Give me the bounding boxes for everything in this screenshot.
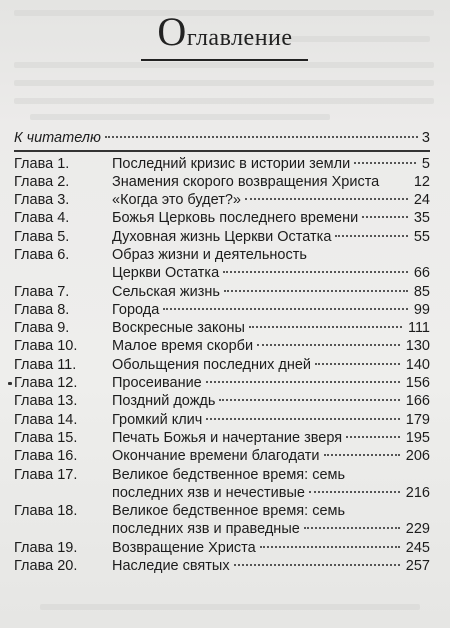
chapter-body — [112, 209, 430, 227]
dot-leader — [206, 381, 400, 383]
chapter-page: 24 — [413, 192, 430, 209]
dot-leader — [206, 418, 399, 420]
toc-entry[interactable] — [14, 155, 430, 173]
chapter-page: 156 — [405, 375, 430, 392]
toc-entry[interactable] — [14, 301, 430, 319]
reader-label: К читателю — [14, 130, 101, 146]
chapter-title-line — [112, 264, 430, 282]
chapter-page: 179 — [405, 411, 430, 428]
chapter-title: Церкви Остатка — [112, 265, 220, 282]
chapter-label: Глава 18. — [14, 503, 78, 520]
dot-leader — [260, 546, 400, 548]
dot-leader — [257, 344, 400, 346]
chapter-label: Глава 10. — [14, 338, 78, 355]
title-rest: главление — [186, 25, 293, 51]
dot-leader — [362, 216, 408, 218]
toc-entry[interactable] — [14, 319, 430, 337]
chapter-title: Божья Церковь последнего времени — [112, 210, 359, 227]
chapter-title-line — [112, 246, 430, 264]
toc-entry[interactable] — [14, 191, 430, 209]
toc-entry[interactable] — [14, 209, 430, 227]
chapter-page: 257 — [405, 558, 430, 575]
chapter-title: Сельская жизнь — [112, 283, 220, 300]
chapter-title-line — [112, 228, 430, 246]
chapter-title-line — [112, 539, 430, 557]
chapter-label: Глава 4. — [14, 210, 70, 227]
chapter-title: последних язв и праведные — [112, 521, 300, 538]
chapter-title-line — [112, 319, 430, 337]
chapter-body — [112, 539, 430, 557]
dot-leader — [304, 527, 400, 529]
chapter-label: Глава 13. — [14, 393, 78, 410]
chapter-title: Последний кризис в истории земли — [112, 155, 351, 172]
chapter-page: 216 — [405, 484, 430, 501]
title-initial: О — [157, 9, 187, 54]
toc-entry[interactable] — [14, 429, 430, 447]
chapter-title-line — [112, 502, 430, 520]
dot-leader — [105, 136, 418, 138]
toc-entry[interactable] — [14, 411, 430, 429]
bleed-through-line — [30, 114, 330, 120]
chapter-title: последних язв и нечестивые — [112, 484, 305, 501]
toc-entry[interactable] — [14, 557, 430, 575]
chapter-label: Глава 11. — [14, 356, 77, 373]
section-divider — [14, 150, 430, 152]
toc-entry[interactable] — [14, 283, 430, 301]
dot-leader — [309, 491, 400, 493]
chapter-page: 55 — [413, 228, 430, 245]
chapter-title-line — [112, 557, 430, 575]
chapter-body — [112, 228, 430, 246]
chapter-list — [14, 155, 430, 576]
chapter-title: Просеивание — [112, 375, 202, 392]
dot-leader — [219, 399, 399, 401]
chapter-title-line — [112, 155, 430, 173]
toc-entry[interactable] — [14, 173, 430, 191]
dot-leader — [354, 162, 416, 164]
chapter-title-line — [112, 411, 430, 429]
chapter-title-line — [112, 301, 430, 319]
chapter-title-line — [112, 356, 430, 374]
bleed-through-line — [14, 62, 434, 68]
chapter-body — [112, 374, 430, 392]
bleed-through-line — [40, 604, 420, 610]
title-underline — [141, 59, 308, 61]
chapter-title-line — [112, 466, 430, 484]
chapter-body — [112, 337, 430, 355]
chapter-body — [112, 356, 430, 374]
toc-entry[interactable] — [14, 447, 430, 465]
chapter-body — [112, 283, 430, 301]
chapter-body — [112, 411, 430, 429]
dot-leader — [163, 308, 408, 310]
chapter-title: Поздний дождь — [112, 393, 216, 410]
reader-page: 3 — [421, 130, 430, 146]
chapter-page: 229 — [405, 521, 430, 538]
toc-entry[interactable] — [14, 337, 430, 355]
chapter-title: Громкий клич — [112, 411, 203, 428]
toc-entry[interactable] — [14, 392, 430, 410]
chapter-title-line — [112, 484, 430, 502]
bleed-through-line — [14, 80, 434, 86]
dot-leader — [224, 290, 408, 292]
chapter-title: «Когда это будет?» — [112, 192, 241, 209]
toc-entry[interactable] — [14, 539, 430, 557]
toc-entry[interactable] — [14, 502, 430, 539]
chapter-page: 12 — [413, 173, 430, 190]
chapter-body — [112, 246, 430, 283]
chapter-label: Глава 12. — [14, 375, 78, 392]
chapter-label: Глава 19. — [14, 539, 78, 556]
dot-leader — [234, 564, 400, 566]
chapter-page: 5 — [421, 155, 430, 172]
chapter-title: Наследие святых — [112, 558, 230, 575]
chapter-title: Обольщения последних дней — [112, 356, 312, 373]
chapter-page: 66 — [413, 265, 430, 282]
chapter-title-line — [112, 173, 430, 191]
chapter-title: Возвращение Христа — [112, 539, 256, 556]
chapter-page: 111 — [407, 320, 430, 337]
dot-leader — [335, 235, 407, 237]
chapter-title-line — [112, 337, 430, 355]
chapter-title-line — [112, 392, 430, 410]
chapter-page: 99 — [413, 301, 430, 318]
dot-leader — [315, 363, 400, 365]
chapter-body — [112, 155, 430, 173]
chapter-title: Малое время скорби — [112, 338, 254, 355]
chapter-label: Глава 6. — [14, 246, 70, 263]
chapter-title-line — [112, 374, 430, 392]
chapter-body — [112, 557, 430, 575]
chapter-title-line — [112, 209, 430, 227]
chapter-title: Великое бедственное время: семь — [112, 503, 346, 520]
chapter-page: 35 — [413, 210, 430, 227]
dot-leader — [245, 198, 408, 200]
chapter-title-line — [112, 447, 430, 465]
chapter-title: Окончание времени благодати — [112, 448, 320, 465]
chapter-page: 85 — [413, 283, 430, 300]
chapter-title: Печать Божья и начертание зверя — [112, 429, 343, 446]
chapter-page: 195 — [405, 429, 430, 446]
chapter-label: Глава 5. — [14, 228, 70, 245]
chapter-label: Глава 14. — [14, 411, 78, 428]
chapter-body — [112, 429, 430, 447]
ink-speck — [8, 382, 12, 385]
page-title — [0, 9, 450, 54]
chapter-title: Великое бедственное время: семь — [112, 466, 346, 483]
toc-entry[interactable] — [14, 466, 430, 503]
chapter-label: Глава 8. — [14, 301, 70, 318]
toc-entry[interactable] — [14, 374, 430, 392]
chapter-label: Глава 2. — [14, 173, 70, 190]
chapter-label: Глава 15. — [14, 429, 78, 446]
chapter-title-line — [112, 429, 430, 447]
chapter-body — [112, 392, 430, 410]
chapter-label: Глава 3. — [14, 192, 70, 209]
chapter-body — [112, 173, 430, 191]
chapter-page: 245 — [405, 539, 430, 556]
chapter-body — [112, 502, 430, 539]
chapter-title-line — [112, 283, 430, 301]
dot-leader — [346, 436, 400, 438]
chapter-body — [112, 191, 430, 209]
chapter-label: Глава 7. — [14, 283, 70, 300]
dot-leader — [249, 326, 402, 328]
chapter-body — [112, 447, 430, 465]
chapter-label: Глава 9. — [14, 320, 70, 337]
toc-entry[interactable] — [14, 356, 430, 374]
table-of-contents — [14, 130, 430, 575]
chapter-label: Глава 20. — [14, 558, 78, 575]
bleed-through-line — [14, 98, 434, 104]
chapter-label: Глава 1. — [14, 155, 70, 172]
toc-entry[interactable] — [14, 228, 430, 246]
chapter-title: Знамения скорого возвращения Христа — [112, 173, 380, 190]
chapter-body — [112, 319, 430, 337]
chapter-title-line — [112, 191, 430, 209]
chapter-body — [112, 466, 430, 503]
dot-leader — [324, 454, 400, 456]
chapter-title: Города — [112, 301, 160, 318]
chapter-title: Воскресные законы — [112, 320, 245, 337]
toc-entry[interactable] — [14, 246, 430, 283]
chapter-page: 206 — [405, 448, 430, 465]
chapter-title: Образ жизни и деятельность — [112, 246, 307, 263]
toc-entry-reader[interactable] — [14, 130, 430, 150]
dot-leader — [223, 271, 408, 273]
chapter-page: 166 — [405, 393, 430, 410]
chapter-label: Глава 17. — [14, 466, 78, 483]
chapter-label: Глава 16. — [14, 448, 78, 465]
chapter-page: 140 — [405, 356, 430, 373]
chapter-page: 130 — [405, 338, 430, 355]
chapter-body — [112, 301, 430, 319]
chapter-title-line — [112, 520, 430, 538]
chapter-title: Духовная жизнь Церкви Остатка — [112, 228, 332, 245]
